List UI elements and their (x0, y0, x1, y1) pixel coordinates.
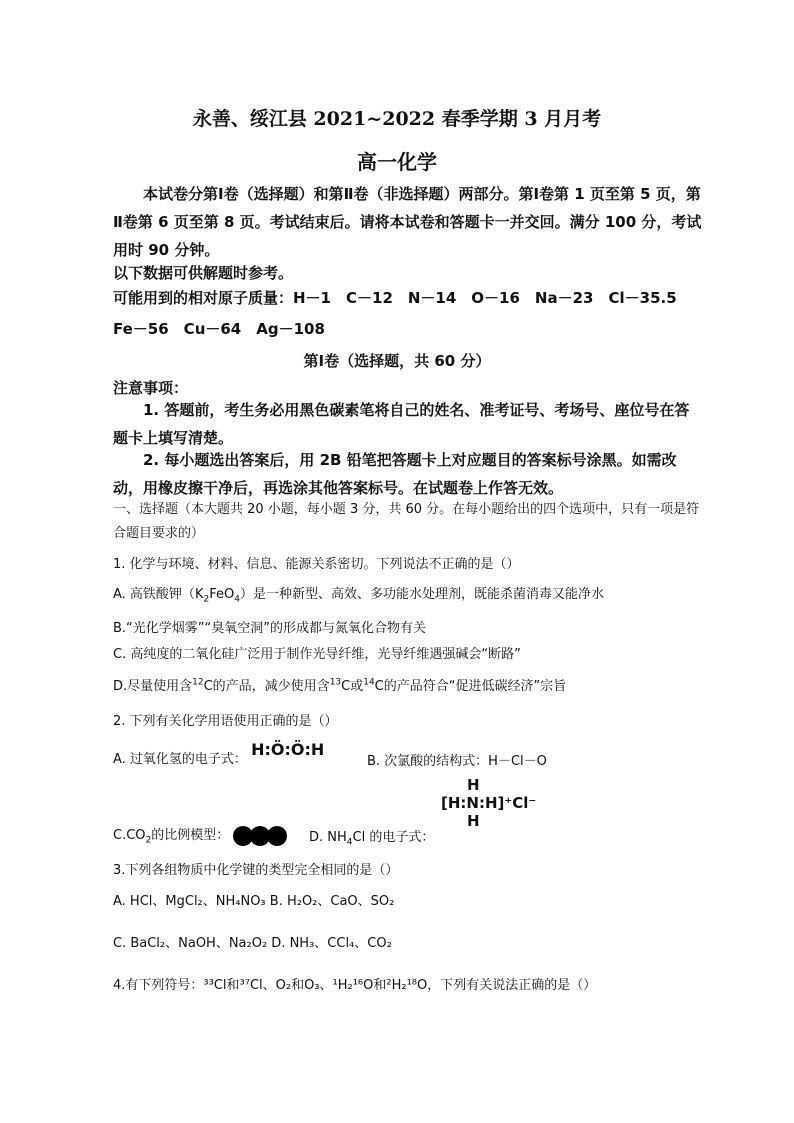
q2-d-suffix: Cl 的电子式： (352, 830, 435, 845)
question-4-stem: 4.有下列符号：³³Cl和³⁷Cl、O₂和O₃、¹H₂¹⁶O和²H₂¹⁸O，下列有关说法正确的是（） (113, 978, 597, 993)
question-2-option-d: D. $NH_4Cl$ 的电子式： (309, 830, 435, 848)
question-1-option-c: C. 高纯度的二氧化硅广泛用于制作光导纤维，光导纤维遇强碱会“断路” (113, 647, 521, 662)
atomic-mass-line-1: 可能用到的相对原子质量：H－1 C－12 N－14 O－16 Na－23 Cl－35.5 (113, 289, 677, 307)
intro-paragraph: 本试卷分第Ⅰ卷（选择题）和第Ⅱ卷（非选择题）两部分。第Ⅰ卷第 1 页至第 5 页，第Ⅱ卷第 6 页至第 8 页。考试结束后。请将本试卷和答题卡一并交回。满分 100 分，考试用时 90 分钟。 (113, 185, 702, 259)
question-1-option-b: B.“光化学烟雾”“臭氧空洞”的形成都与氮氧化合物有关 (113, 621, 426, 636)
ammonium-chloride-electron-formula: H [H:N:H]⁺Cl⁻ H (441, 776, 551, 836)
question-1-stem: 1. 化学与环境、材料、信息、能源关系密切。下列说法不正确的是（） (113, 557, 520, 572)
hydrogen-peroxide-electron-formula: H:Ö:Ö:H (251, 740, 325, 759)
subject-title: 高一化学 (357, 150, 437, 174)
section-title: 第Ⅰ卷（选择题，共 60 分） (303, 352, 491, 370)
q2-d-label: D. NH (309, 830, 347, 845)
notice-label: 注意事项： (113, 379, 189, 397)
question-3-stem: 3.下列各组物质中化学键的类型完全相同的是（） (113, 863, 399, 878)
q1-a-formula: K (194, 587, 204, 602)
question-2-option-c: $C.CO_2$的比例模型： (113, 824, 703, 846)
atomic-mass-line-2: Fe－56 Cu－64 Ag－108 (113, 320, 325, 338)
oxygen-atom-right (267, 826, 287, 846)
q1-a-suffix: ）是一种新型、高效、多功能水处理剂，既能杀菌消毒又能净水 (239, 587, 604, 602)
nh4cl-formula-text: [H:N:H]⁺Cl⁻ (441, 794, 537, 812)
section-instructions: 一、选择题（本大题共 20 小题，每小题 3 分，共 60 分。在每小题给出的四个选项中，只有一项是符合题目要求的） (113, 502, 700, 541)
q1-d-prefix: D.尽量使用含 (113, 679, 193, 694)
q2-c-suffix: 的比例模型： (151, 828, 230, 843)
notice-2: 2. 每小题选出答案后，用 2B 铅笔把答题卡上对应题目的答案标号涂黑。如需改动，用橡皮擦干净后，再选涂其他答案标号。在试题卷上作答无效。 (113, 451, 677, 497)
question-3-options-cd: C. BaCl₂、NaOH、Na₂O₂ D. NH₃、CCl₄、CO₂ (113, 936, 392, 951)
q1-d-mid2: C或 (341, 679, 364, 694)
data-reference-line: 以下数据可供解题时参考。 (113, 264, 294, 282)
question-1-option-a: A. 高铁酸钾$(K_2FeO_4)$是一种新型、高效、多功能水处理剂，既能杀菌消毒又能净水 (113, 587, 604, 605)
question-1-option-d: D.尽量使用含$^{12}$C的产品，减少使用含$^{13}$C或$^{14}$C的产品符合“促进低碳经济”宗旨 (113, 677, 567, 694)
q1-d-suffix: C的产品符合“促进低碳经济”宗旨 (374, 679, 567, 694)
q2-a-label: A. 过氧化氢的电子式： (113, 752, 247, 767)
question-3-options-ab: A. HCl、MgCl₂、NH₄NO₃ B. H₂O₂、CaO、SO₂ (113, 894, 395, 909)
co2-space-filling-model (233, 826, 291, 846)
question-2-option-b: B. 次氯酸的结构式：H－Cl－O (367, 754, 547, 769)
exam-title: 永善、绥江县 2021~2022 春季学期 3 月月考 (192, 108, 602, 130)
q2-c-label: C.CO (113, 828, 146, 843)
q1-d-mid1: C的产品，减少使用含 (203, 679, 330, 694)
notice-1: 1. 答题前，考生务必用黑色碳素笔将自己的姓名、准考证号、考场号、座位号在答题卡上填写清楚。 (113, 401, 690, 447)
question-2-stem: 2. 下列有关化学用语使用正确的是（） (113, 714, 338, 729)
q1-a-prefix: A. 高铁酸钾（ (113, 587, 195, 602)
